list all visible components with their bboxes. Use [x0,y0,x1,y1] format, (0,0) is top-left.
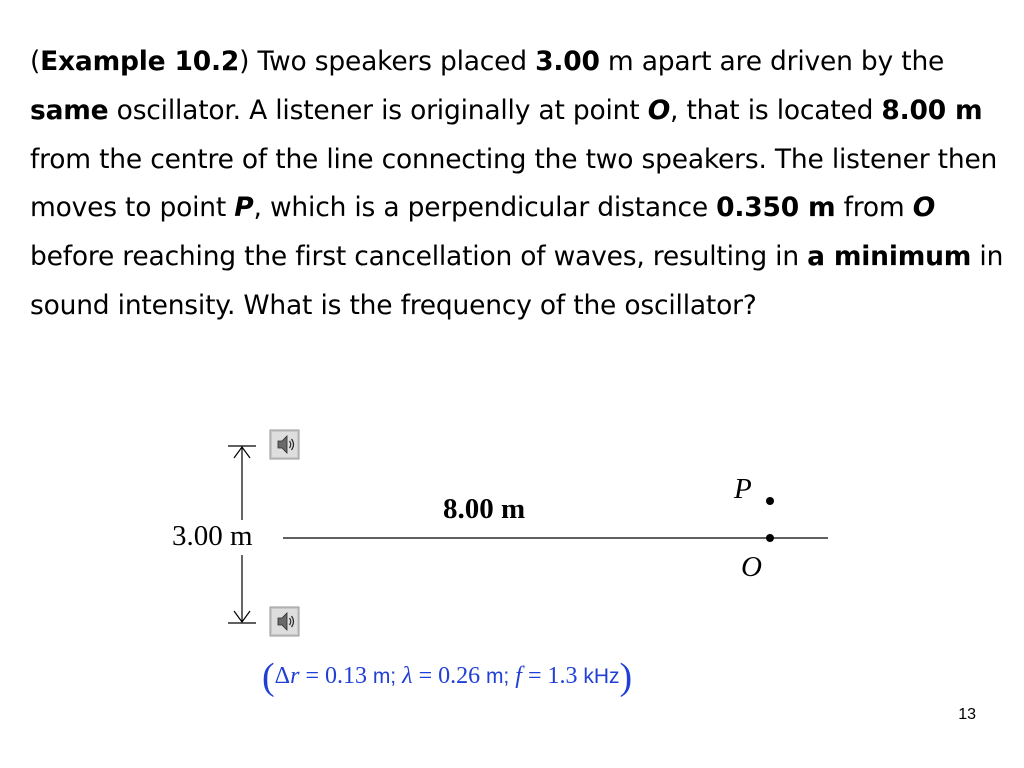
answer-close-paren: ) [619,656,633,698]
bold-value: 3.00 [535,46,600,77]
speaker-icon[interactable] [270,430,299,459]
var-f: f [509,663,522,689]
separation-label: 3.00 m [172,520,253,552]
text-run: from the centre of the line connecting the two speakers. The listener then moves to point [30,143,998,224]
point-p-ref: P [234,192,254,224]
answer-open-paren: ( [262,656,275,698]
distance-label: 8.00 m [443,493,526,525]
answer-line [262,652,782,700]
page-number: 13 [958,706,976,723]
bold-value: 0.350 m [716,192,836,224]
lambda-value: = 0.26 [412,663,481,689]
lambda-symbol: λ [396,663,413,689]
example-label: Example 10.2 [40,46,240,77]
delta-r-value: = 0.13 [299,663,367,689]
text-run: from [835,192,913,224]
text-run: , that is located [670,94,882,126]
bold-value: 8.00 m [881,94,983,126]
point-p-dot [766,497,774,505]
point-p-label: P [734,473,752,505]
unit-khz: kHz [577,665,620,688]
text-run: in sound intensity. What is the frequency of the oscillator? [30,241,1004,321]
unit-m: m; [480,665,510,688]
text-run: ( [30,46,41,77]
text-run: ) Two speakers placed [239,46,536,77]
point-o-ref: O [912,192,936,224]
bold-phrase: a minimum [807,241,972,273]
text-run: , which is a perpendicular distance [253,192,717,224]
text-run: before reaching the first cancellation of waves, resulting in [30,241,808,273]
var-r: r [290,663,300,689]
delta-symbol: Δ [274,663,291,689]
unit-m: m; [366,665,397,688]
frequency-value: = 1.3 [521,663,578,689]
bold-word: same [30,94,109,126]
point-o-dot [766,534,774,542]
speaker-icon[interactable] [270,607,299,636]
text-run: m apart are driven by the [599,46,945,77]
point-o-label: O [741,551,762,583]
text-run: oscillator. A listener is originally at point [108,94,648,126]
point-o-ref: O [647,94,671,126]
